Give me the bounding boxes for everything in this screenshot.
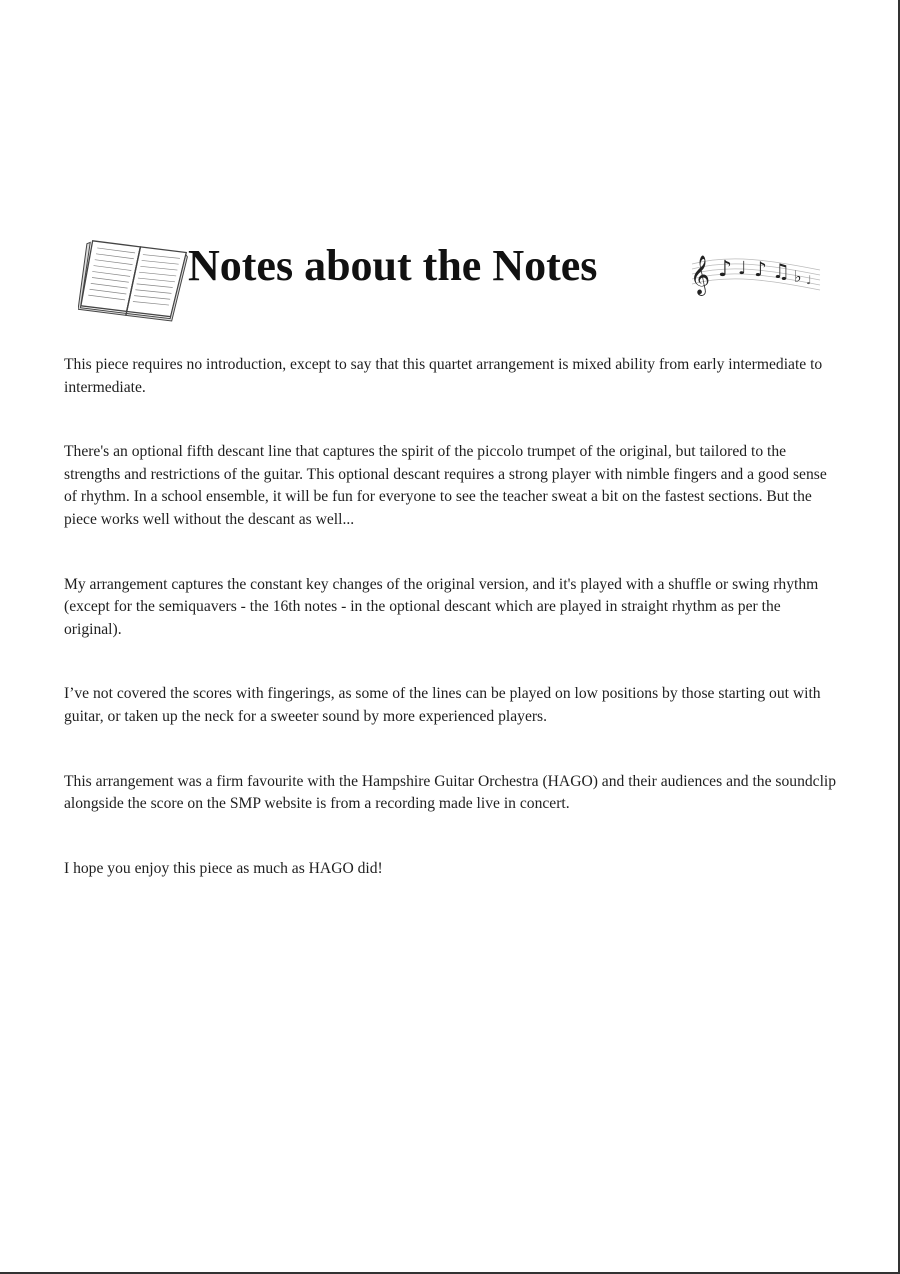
paragraph-introduction: This piece requires no introduction, except to say that this quartet arrangement is mixed ability from early intermediate to intermediate. (64, 356, 823, 396)
header (78, 228, 838, 328)
paragraph-descant: There's an optional fifth descant line that captures the spirit of the piccolo trumpet of the original, but tailored to the strengths and restrictions of the guitar. This optional descant requires a strong player with nimble fingers and a good sense of rhythm. In a school ensemble, it will be fun for everyone to see the teacher sweat a bit on the fastest sections. But the piece works well without the descant as well... (64, 443, 827, 528)
svg-text:♩: ♩ (738, 258, 747, 279)
svg-text:♭: ♭ (794, 267, 802, 286)
page-title: Notes about the Notes (188, 241, 598, 290)
paragraph-fingerings: I’ve not covered the scores with fingerings, as some of the lines can be played on low positions by those starting out with guitar, or taken up the neck for a sweeter sound by more experienced players. (64, 685, 821, 725)
music-notes-icon (690, 240, 822, 296)
paragraph-hago: This arrangement was a firm favourite with the Hampshire Guitar Orchestra (HAGO) and their audiences and the soundclip alongside the score on the SMP website is from a recording made live in concert. (64, 772, 837, 813)
svg-text:♪: ♪ (718, 257, 733, 282)
paragraph-key-changes: My arrangement captures the constant key changes of the original version, and it's played with a shuffle or swing rhythm (except for the semiquavers - the 16th notes - in the optional descant which are played in straight rhythm as per the original). (64, 575, 819, 638)
svg-text:♪: ♪ (754, 257, 767, 281)
open-book-icon (78, 232, 188, 322)
notes-body (64, 354, 839, 922)
svg-text:♩: ♩ (806, 273, 812, 287)
svg-text:♫: ♫ (772, 259, 790, 283)
paragraph-closing: I hope you enjoy this piece as much as HAGO did! (64, 859, 383, 877)
svg-text:𝄞: 𝄞 (690, 255, 711, 295)
